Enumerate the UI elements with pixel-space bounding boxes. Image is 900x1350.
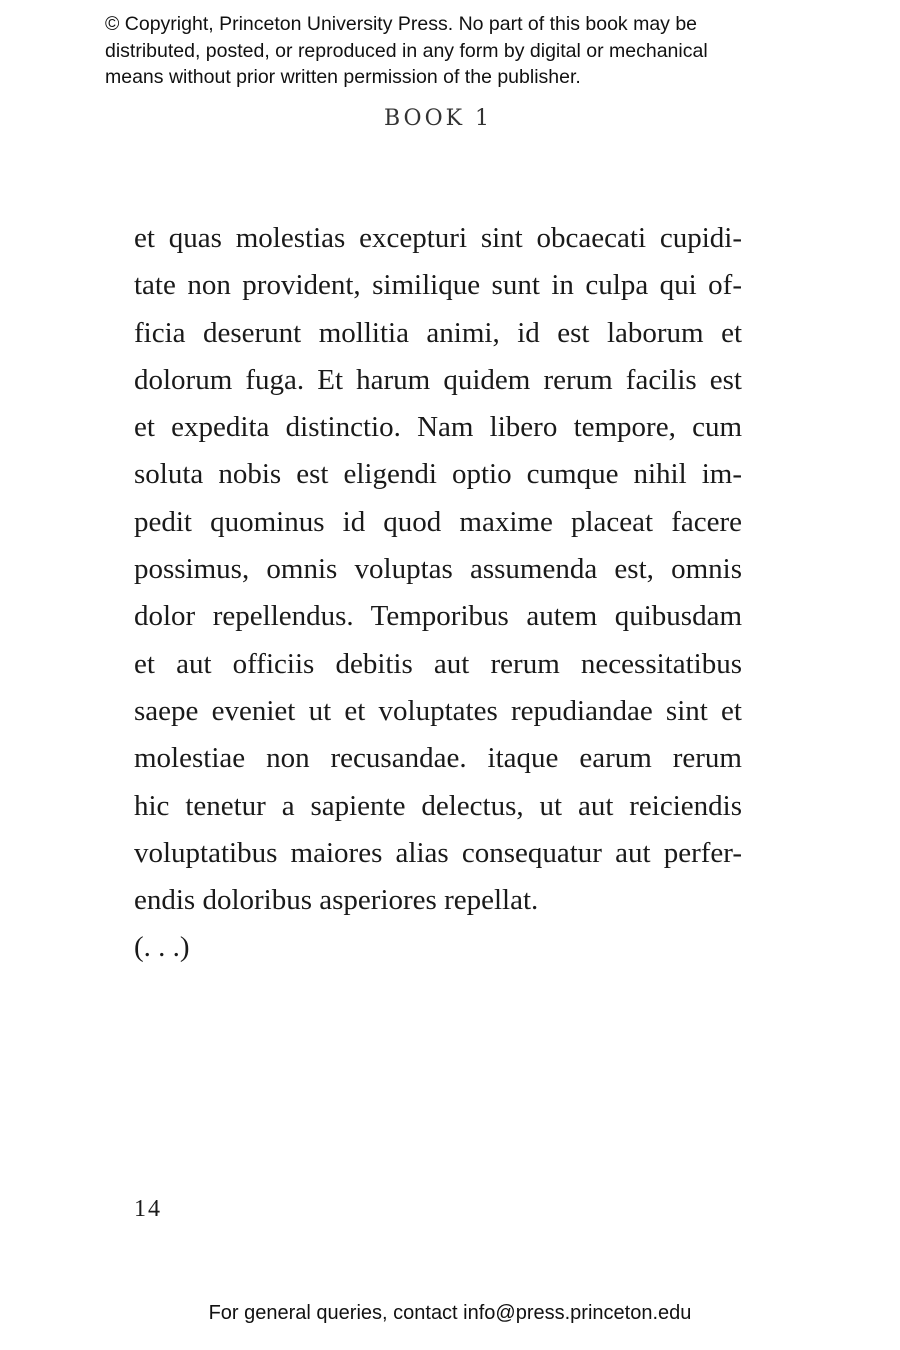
text-line: molestiae non recusandae. itaque earum rerum	[134, 742, 742, 775]
text-line: hic tenetur a sapiente delectus, ut aut reiciendis	[134, 789, 742, 822]
text-line: et aut officiis debitis aut rerum necessitatibus	[134, 647, 742, 680]
text-line: dolor repellendus. Temporibus autem quibusdam	[134, 600, 742, 633]
body-text	[134, 215, 742, 924]
text-line: et quas molestias excepturi sint obcaecati cupidi-	[134, 222, 742, 254]
text-line: dolorum fuga. Et harum quidem rerum facilis est	[134, 363, 742, 396]
text-line: tate non provident, similique sunt in culpa qui of-	[134, 269, 742, 302]
text-line: ficia deserunt mollitia animi, id est laborum et	[134, 316, 742, 349]
copyright-notice	[105, 11, 825, 91]
text-line: pedit quominus id quod maxime placeat facere	[134, 505, 742, 538]
text-line: saepe eveniet ut et voluptates repudiandae sint et	[134, 694, 742, 727]
text-line: endis doloribus asperiores repellat.	[134, 884, 539, 917]
text-line: et expedita distinctio. Nam libero tempore, cum	[134, 411, 742, 444]
ellipsis: (. . .)	[134, 931, 190, 963]
copyright-line: © Copyright, Princeton University Press. No part of this book may be	[105, 13, 698, 35]
copyright-line: means without prior written permission of the publisher.	[105, 66, 581, 88]
text-line: possimus, omnis voluptas assumenda est, omnis	[134, 553, 742, 586]
copyright-line: distributed, posted, or reproduced in any form by digital or mechanical	[105, 39, 708, 62]
text-line: voluptatibus maiores alias consequatur aut perfer-	[134, 836, 742, 869]
running-head: BOOK 1	[383, 106, 493, 131]
text-line: soluta nobis est eligendi optio cumque nihil im-	[134, 458, 742, 491]
page-number: 14	[134, 1196, 162, 1222]
footer-contact: For general queries, contact info@press.princeton.edu	[208, 1302, 692, 1324]
